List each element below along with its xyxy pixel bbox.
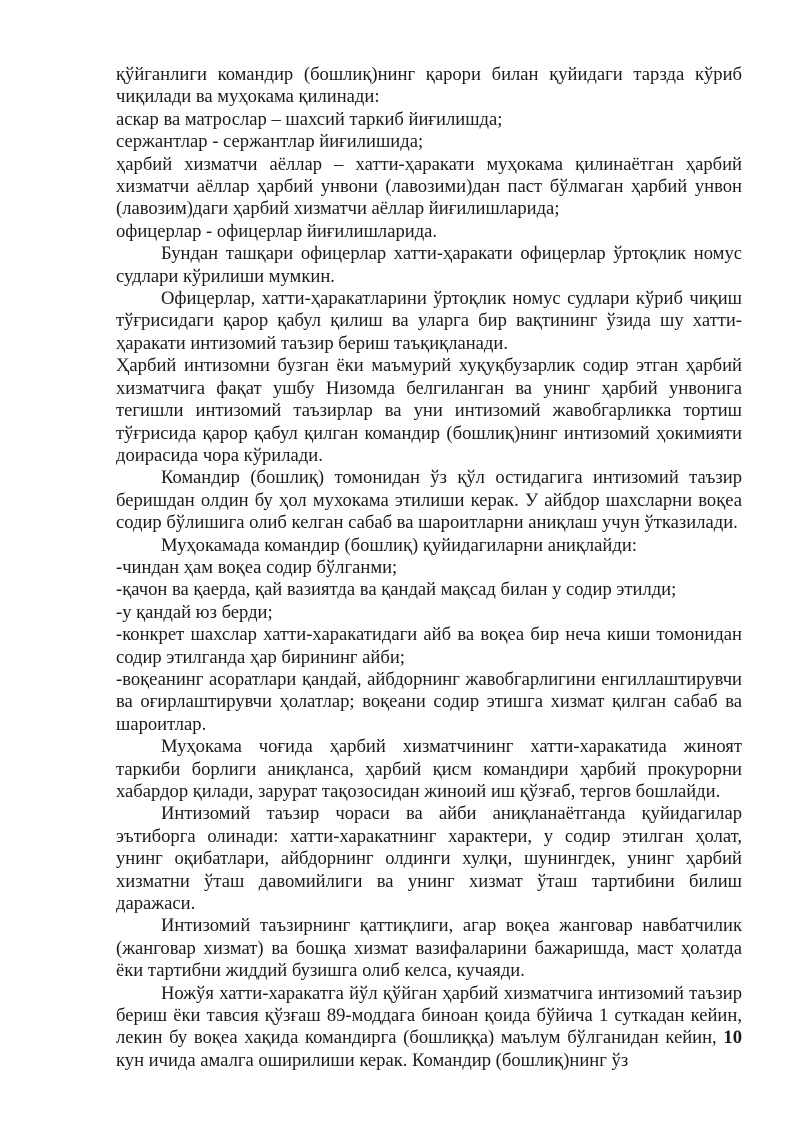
paragraph-19-text-start: Ножўя хатти-харакатга йўл қўйган ҳарбий хизматчига интизомий таъзир бериш ёки тавсия қўзғаш 89-моддага биноан қоида бўйича 1 суткадан кейин, лекин бу воқеа хақида командирга (бошлиққа) маълум бўлганидан кейин, xyxy=(116,982,742,1049)
paragraph-2: аскар ва матрослар – шахсий таркиб йиғилишда; xyxy=(116,108,503,130)
paragraph-4: ҳарбий хизматчи аёллар – хатти-ҳаракати муҳокама қилинаётган ҳарбий хизматчи аёллар ҳарбий унвони (лавозими)дан паст бўлмаган ҳарбий унвон (лавозим)даги ҳарбий хизматчи аёллар йиғилишларида; xyxy=(116,153,742,220)
paragraph-8: Ҳарбий интизомни бузган ёки маъмурий хуқуқбузарлик содир этган ҳарбий хизматчига фақат ушбу Низомда белгиланган ва унинг ҳарбий унвонига тегишли интизомий таъзирлар ва уни интизомий жавобгарликка тортиш тўғрисида қарор қабул қилган командир (бошлиқ)нинг интизомий ҳокимияти доирасида чора кўрилади. xyxy=(116,355,742,466)
paragraph-16: Муҳокама чоғида ҳарбий хизматчининг хатти-харакатида жиноят таркиби борлиги аниқланса, ҳарбий қисм командири ҳарбий прокурорни хабардор қилади, зарурат тақозосидан жиноий иш қўзғаб, тергов бошлайди. xyxy=(116,736,742,802)
paragraph-6: Бундан ташқари офицерлар хатти-ҳаракати офицерлар ўртоқлик номус судлари кўрилиши мумкин. xyxy=(116,243,742,287)
paragraph-10: Муҳокамада командир (бошлиқ) қуйидагиларни аниқлайди: xyxy=(161,534,637,556)
paragraph-18: Интизомий таъзирнинг қаттиқлиги, агар воқеа жанговар навбатчилик (жанговар хизмат) ва бошқа хизмат вазифаларини бажаришда, маст ҳолатда ёки тартибни жиддий бузишга олиб келса, кучаяди. xyxy=(116,915,742,982)
list-item-2: -қачон ва қаерда, қай вазиятда ва қандай мақсад билан у содир этилди; xyxy=(116,579,677,601)
document-page xyxy=(116,64,742,1072)
list-item-5: -воқеанинг асоратлари қандай, айбдорнинг жавобгарлигини енгиллаштирувчи ва оғирлаштирувчи ҳолатлар; воқеани содир этишга хизмат қилган сабаб ва шароитлар. xyxy=(116,668,742,735)
paragraph-9: Командир (бошлиқ) томонидан ўз қўл остидагига интизомий таъзир беришдан олдин бу ҳол мухокама этилиши керак. У айбдор шахсларни воқеа содир бўлишига олиб келган сабаб ва шароитларни аниқлаш учун ўтказилади. xyxy=(116,467,742,534)
paragraph-17: Интизомий таъзир чораси ва айби аниқланаётганда қуйидагилар эътиборга олинади: хатти-харакатнинг характери, у содир этилган ҳолат, унинг оқибатлари, айбдорнинг олдинги хулқи, шунингдек, унинг ҳарбий хизматни ўташ давомийлиги ва унинг хизмат ўташ тартибини билиш даражаси. xyxy=(116,803,742,915)
paragraph-1: қўйганлиги командир (бошлиқ)нинг қарори билан қуйидаги тарзда кўриб чиқилади ва муҳокама қилинади: xyxy=(116,64,742,108)
bold-number: 10 xyxy=(723,1027,742,1049)
list-item-3: -у қандай юз берди; xyxy=(116,601,273,623)
paragraph-3: сержантлар - сержантлар йиғилишида; xyxy=(116,131,424,153)
paragraph-19 xyxy=(116,983,742,1073)
list-item-1: -чиндан ҳам воқеа содир бўлганми; xyxy=(116,556,398,578)
paragraph-5: офицерлар - офицерлар йиғилишларида. xyxy=(116,220,438,242)
paragraph-19-text-end: кун ичида амалга оширилиши керак. Командир (бошлиқ)нинг ўз xyxy=(116,1049,629,1071)
list-item-4: -конкрет шахслар хатти-харакатидаги айб ва воқеа бир неча киши томонидан содир этилганда ҳар бирининг айби; xyxy=(116,624,742,668)
paragraph-7: Офицерлар, хатти-ҳаракатларини ўртоқлик номус судлари кўриб чиқиш тўғрисидаги қарор қабул қилиш ва уларга бир вақтининг ўзида шу хатти-ҳаракати интизомий таъзир бериш таъқиқланади. xyxy=(116,288,742,354)
